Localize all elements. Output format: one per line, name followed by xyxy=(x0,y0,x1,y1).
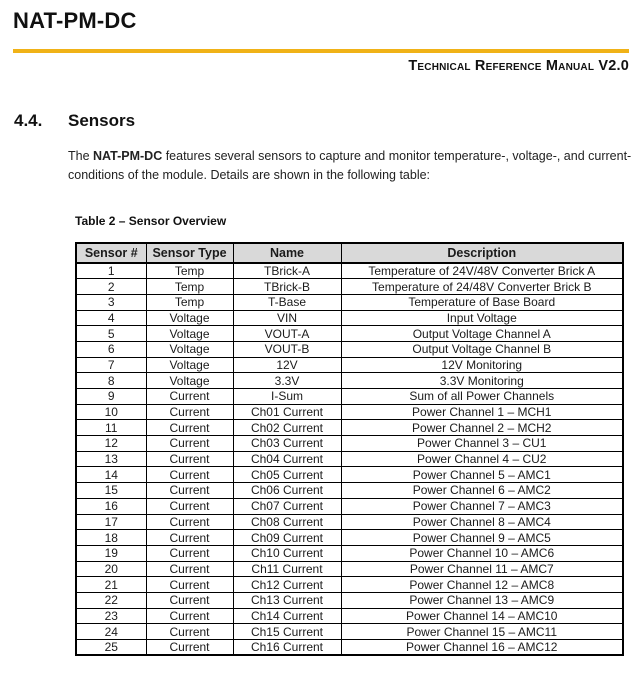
table-row xyxy=(76,608,623,624)
table-cell: 18 xyxy=(76,530,146,546)
table-cell: 4 xyxy=(76,310,146,326)
table-row xyxy=(76,436,623,452)
table-row xyxy=(76,420,623,436)
table-cell: VOUT-B xyxy=(233,341,341,357)
table-cell: Current xyxy=(146,451,233,467)
table-cell: T-Base xyxy=(233,294,341,310)
table-cell: Power Channel 3 – CU1 xyxy=(341,436,623,452)
table-cell: Power Channel 14 – AMC10 xyxy=(341,608,623,624)
table-cell: 3.3V Monitoring xyxy=(341,373,623,389)
column-header-description: Description xyxy=(341,243,623,263)
table-cell: I-Sum xyxy=(233,389,341,405)
section-title: Sensors xyxy=(68,111,136,130)
table-cell: Voltage xyxy=(146,373,233,389)
table-cell: 13 xyxy=(76,451,146,467)
table-cell: Current xyxy=(146,514,233,530)
table-cell: Sum of all Power Channels xyxy=(341,389,623,405)
table-cell: Current xyxy=(146,592,233,608)
intro-product-name: NAT-PM-DC xyxy=(93,149,163,163)
table-cell: Ch07 Current xyxy=(233,498,341,514)
table-cell: Ch15 Current xyxy=(233,624,341,640)
table-row xyxy=(76,310,623,326)
table-cell: Power Channel 8 – AMC4 xyxy=(341,514,623,530)
table-cell: 22 xyxy=(76,592,146,608)
table-cell: Temp xyxy=(146,279,233,295)
table-cell: 3 xyxy=(76,294,146,310)
table-cell: Current xyxy=(146,498,233,514)
table-cell: Output Voltage Channel B xyxy=(341,341,623,357)
table-cell: 11 xyxy=(76,420,146,436)
manual-title: Technical Reference Manual V2.0 xyxy=(408,58,629,74)
intro-rest: features several sensors to capture and monitor temperature-, voltage-, and current-conditions of the module. Details are shown in the following table: xyxy=(68,149,632,182)
table-cell: Ch06 Current xyxy=(233,483,341,499)
table-row xyxy=(76,498,623,514)
table-cell: Current xyxy=(146,545,233,561)
table-cell: Ch12 Current xyxy=(233,577,341,593)
table-cell: Voltage xyxy=(146,326,233,342)
table-cell: 24 xyxy=(76,624,146,640)
table-cell: 16 xyxy=(76,498,146,514)
table-cell: 1 xyxy=(76,263,146,279)
table-cell: Power Channel 6 – AMC2 xyxy=(341,483,623,499)
table-cell: Current xyxy=(146,467,233,483)
table-cell: Power Channel 2 – MCH2 xyxy=(341,420,623,436)
table-cell: 19 xyxy=(76,545,146,561)
table-cell: Ch11 Current xyxy=(233,561,341,577)
sensor-overview-table xyxy=(75,242,624,656)
table-cell: 2 xyxy=(76,279,146,295)
table-cell: Power Channel 9 – AMC5 xyxy=(341,530,623,546)
table-cell: Current xyxy=(146,420,233,436)
table-cell: 25 xyxy=(76,640,146,656)
table-row xyxy=(76,294,623,310)
table-cell: 17 xyxy=(76,514,146,530)
table-cell: Power Channel 16 – AMC12 xyxy=(341,640,623,656)
table-cell: Ch14 Current xyxy=(233,608,341,624)
table-cell: 21 xyxy=(76,577,146,593)
table-cell: Power Channel 4 – CU2 xyxy=(341,451,623,467)
table-cell: Power Channel 15 – AMC11 xyxy=(341,624,623,640)
table-cell: 7 xyxy=(76,357,146,373)
table-row xyxy=(76,545,623,561)
table-cell: Voltage xyxy=(146,357,233,373)
table-row xyxy=(76,640,623,656)
gold-divider-rule xyxy=(13,49,629,53)
table-cell: Ch02 Current xyxy=(233,420,341,436)
table-cell: Power Channel 5 – AMC1 xyxy=(341,467,623,483)
table-cell: Power Channel 12 – AMC8 xyxy=(341,577,623,593)
table-row xyxy=(76,341,623,357)
table-row xyxy=(76,467,623,483)
table-cell: 10 xyxy=(76,404,146,420)
table-cell: Power Channel 13 – AMC9 xyxy=(341,592,623,608)
column-header-sensor-type: Sensor Type xyxy=(146,243,233,263)
table-cell: Ch01 Current xyxy=(233,404,341,420)
table-row xyxy=(76,404,623,420)
table-cell: Current xyxy=(146,561,233,577)
table-cell: Ch10 Current xyxy=(233,545,341,561)
table-row xyxy=(76,483,623,499)
page-title: NAT-PM-DC xyxy=(13,8,137,33)
table-row xyxy=(76,561,623,577)
table-row xyxy=(76,592,623,608)
table-cell: Power Channel 11 – AMC7 xyxy=(341,561,623,577)
table-row xyxy=(76,373,623,389)
table-cell: Ch16 Current xyxy=(233,640,341,656)
table-row xyxy=(76,357,623,373)
table-cell: TBrick-A xyxy=(233,263,341,279)
table-cell: Output Voltage Channel A xyxy=(341,326,623,342)
table-cell: Current xyxy=(146,577,233,593)
column-header-name: Name xyxy=(233,243,341,263)
table-cell: 9 xyxy=(76,389,146,405)
table-cell: Input Voltage xyxy=(341,310,623,326)
table-row xyxy=(76,514,623,530)
table-cell: Temp xyxy=(146,294,233,310)
intro-lead: The xyxy=(68,149,94,163)
table-cell: TBrick-B xyxy=(233,279,341,295)
column-header-sensor-number: Sensor # xyxy=(76,243,146,263)
table-caption: Table 2 – Sensor Overview xyxy=(75,214,227,228)
table-cell: Ch03 Current xyxy=(233,436,341,452)
table-cell: Temperature of 24/48V Converter Brick B xyxy=(341,279,623,295)
table-cell: 12 xyxy=(76,436,146,452)
table-row xyxy=(76,530,623,546)
table-cell: Ch09 Current xyxy=(233,530,341,546)
table-cell: 12V Monitoring xyxy=(341,357,623,373)
table-row xyxy=(76,389,623,405)
table-cell: Current xyxy=(146,404,233,420)
table-cell: 5 xyxy=(76,326,146,342)
table-row xyxy=(76,326,623,342)
table-cell: Ch04 Current xyxy=(233,451,341,467)
table-header-row xyxy=(76,243,623,263)
table-cell: Current xyxy=(146,530,233,546)
section-heading xyxy=(14,111,135,131)
table-cell: Temp xyxy=(146,263,233,279)
table-row xyxy=(76,451,623,467)
sensor-table-body xyxy=(76,263,623,655)
table-cell: 8 xyxy=(76,373,146,389)
table-cell: Temperature of Base Board xyxy=(341,294,623,310)
table-cell: 6 xyxy=(76,341,146,357)
table-cell: 23 xyxy=(76,608,146,624)
table-cell: Voltage xyxy=(146,341,233,357)
table-row xyxy=(76,624,623,640)
table-cell: VIN xyxy=(233,310,341,326)
table-cell: 15 xyxy=(76,483,146,499)
table-row xyxy=(76,263,623,279)
table-cell: 12V xyxy=(233,357,341,373)
table-cell: Power Channel 10 – AMC6 xyxy=(341,545,623,561)
table-cell: Ch08 Current xyxy=(233,514,341,530)
table-cell: VOUT-A xyxy=(233,326,341,342)
table-cell: Current xyxy=(146,436,233,452)
section-number: 4.4. xyxy=(14,111,43,130)
table-cell: Current xyxy=(146,608,233,624)
table-row xyxy=(76,577,623,593)
table-cell: Ch13 Current xyxy=(233,592,341,608)
table-cell: Temperature of 24V/48V Converter Brick A xyxy=(341,263,623,279)
table-cell: Current xyxy=(146,389,233,405)
table-row xyxy=(76,279,623,295)
table-cell: Voltage xyxy=(146,310,233,326)
table-cell: Current xyxy=(146,483,233,499)
table-cell: Power Channel 1 – MCH1 xyxy=(341,404,623,420)
table-cell: 20 xyxy=(76,561,146,577)
table-cell: 14 xyxy=(76,467,146,483)
table-cell: Power Channel 7 – AMC3 xyxy=(341,498,623,514)
table-cell: 3.3V xyxy=(233,373,341,389)
table-cell: Ch05 Current xyxy=(233,467,341,483)
intro-paragraph xyxy=(68,147,634,185)
table-cell: Current xyxy=(146,624,233,640)
table-cell: Current xyxy=(146,640,233,656)
